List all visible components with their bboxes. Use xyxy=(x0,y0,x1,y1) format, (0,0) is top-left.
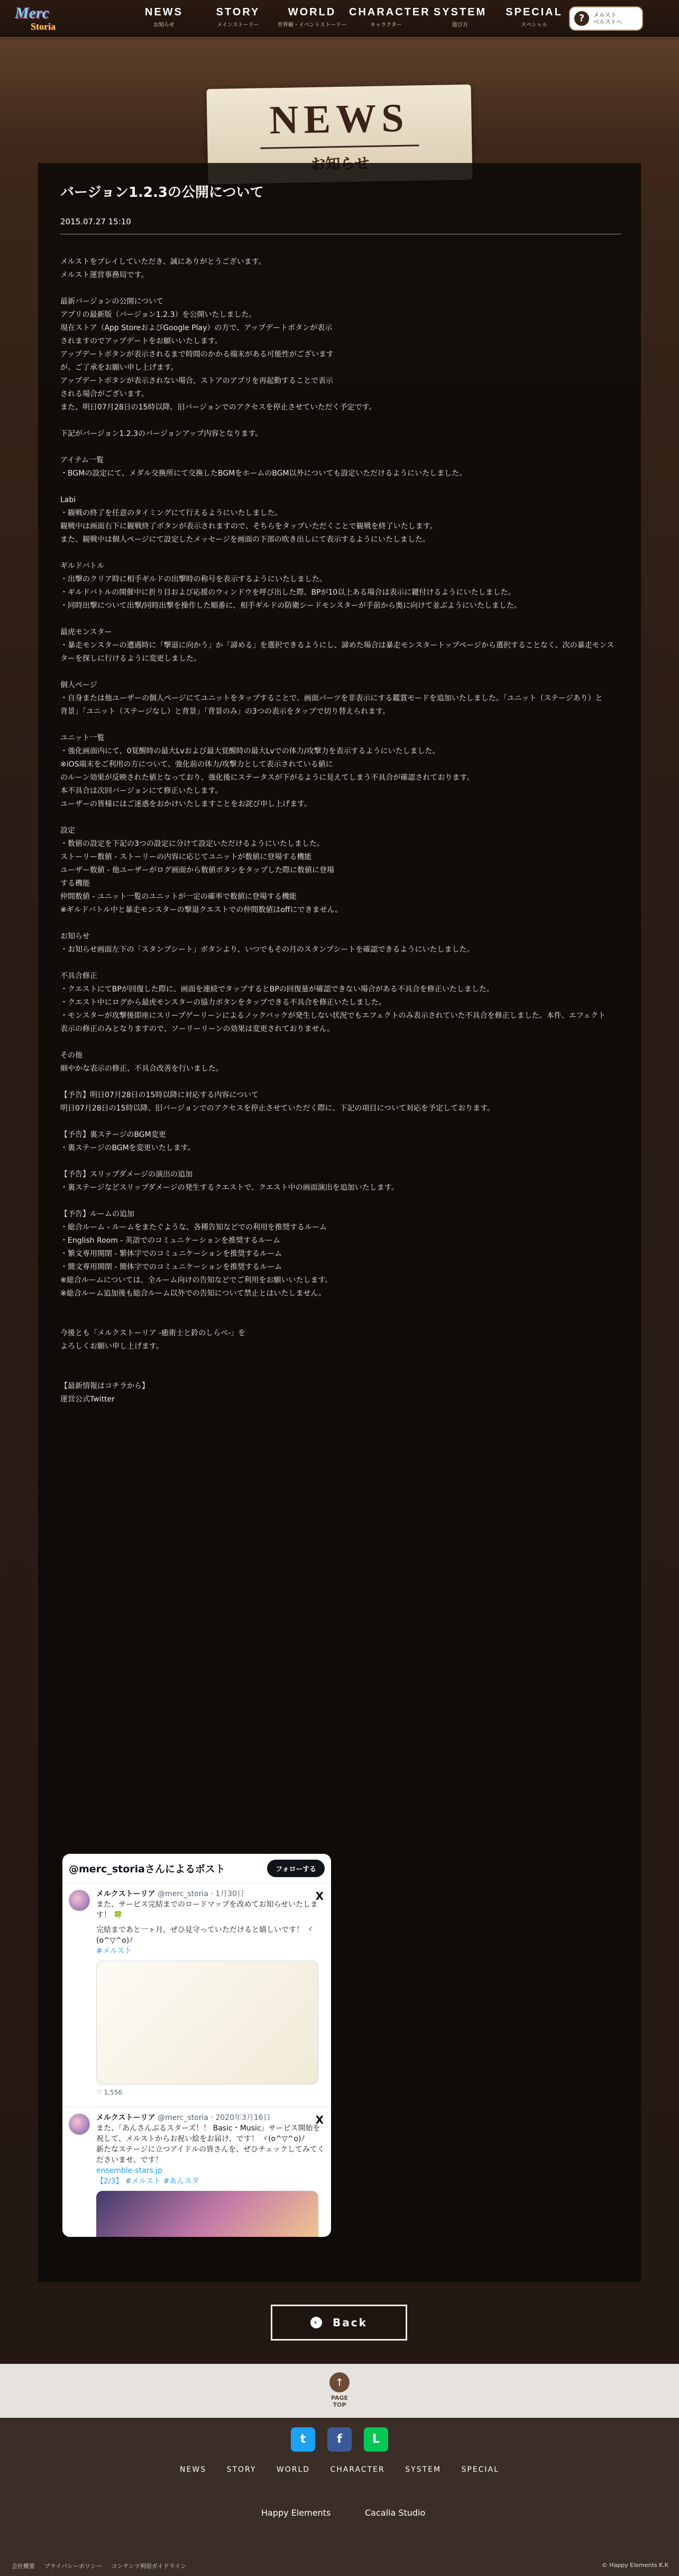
article-title: バージョン1.2.3の公開について xyxy=(60,185,264,201)
article-line xyxy=(60,666,621,679)
article-line: 仲間数値 - ユニット一覧のユニットが一定の確率で数値に登場する機能 xyxy=(60,893,297,901)
follow-button[interactable]: フォローする xyxy=(267,1860,325,1877)
nav-character[interactable] xyxy=(349,6,430,28)
article-line: ・お知らせ画面左下の「スタンプシート」ボタンより、いつでもその月のスタンプシートを確認できるようにいたしました。 xyxy=(60,945,474,954)
article-line: 背景」「ユニット（ステージなし）と背景」「背景のみ」の3つの表示をタップで切り替えられます。 xyxy=(60,707,390,716)
article-line xyxy=(60,282,621,295)
article-line: 細やかな表示の修正、不具合改善を行いました。 xyxy=(60,1064,223,1073)
article-line: また、観戦中は個人ページにて設定したメッセージを画面の下部の吹き出しにて表示するようにいたしました。 xyxy=(60,535,430,544)
nav-system-label: SYSTEM xyxy=(433,6,487,18)
article-line xyxy=(60,441,621,454)
article-line: 表示の修正のみとなりますので、ソーリーリーンの効果は変更されておりません。 xyxy=(60,1025,335,1033)
article-line: 運営公式Twitter xyxy=(60,1395,115,1404)
title-divider xyxy=(260,144,419,149)
article-line xyxy=(60,1115,621,1128)
footer-nav-world[interactable]: WORLD xyxy=(276,2465,310,2474)
article-line: アップデートボタンが表示されない場合、ストアのアプリを再起動することで表示 xyxy=(60,377,334,385)
nav-character-label: CHARACTER xyxy=(349,6,430,18)
article-line xyxy=(60,414,621,427)
site-footer xyxy=(0,2418,679,2576)
footer-nav-character[interactable]: CHARACTER xyxy=(330,2465,385,2474)
section-heading: 【予告】明日07月28日の15時以降に対応する内容について xyxy=(60,1091,259,1099)
article-line: 【最新情報はコチラから】 xyxy=(60,1382,149,1390)
article xyxy=(60,182,621,1406)
twitter-embed-header xyxy=(62,1854,331,1883)
nav-story-sub: メインストーリー xyxy=(217,22,259,28)
article-line xyxy=(60,718,621,732)
cacalia-studio-logo[interactable]: Cacalia Studio xyxy=(365,2508,426,2518)
avatar[interactable] xyxy=(69,1890,90,1911)
play-store-label: メルスト xyxy=(593,12,617,19)
article-line xyxy=(60,1076,621,1089)
tweet-handle[interactable]: @merc_storia · 2020年3月16日 xyxy=(158,2114,271,2122)
article-line xyxy=(60,1353,621,1367)
article-line: メルスト運営事務局です。 xyxy=(60,271,149,279)
article-line: ・クエストにてBPが回復した際に、画面を連続でタップするとBPの回復量が確認できない場合がある不具合を修正いたしました。 xyxy=(60,985,494,994)
article-line: ・観戦の終了を任意のタイミングにて行えるようにいたしました。 xyxy=(60,509,282,517)
tweet-link[interactable]: ensemble-stars.jp xyxy=(96,2167,163,2175)
article-line xyxy=(60,1155,621,1168)
article-date: 2015.07.27 15:10 xyxy=(60,217,131,226)
footer-nav-special[interactable]: SPECIAL xyxy=(461,2465,499,2474)
article-line: ターを探しに行けるように変更しました。 xyxy=(60,654,201,663)
article-line xyxy=(60,1195,621,1208)
article-panel xyxy=(38,163,641,2282)
section-heading: 不具合修正 xyxy=(60,972,97,980)
article-line: ・裏ステージのBGMを変更いたします。 xyxy=(60,1144,195,1152)
article-line: される場合がございます。 xyxy=(60,390,149,398)
article-line: ストーリー数値 - ストーリーの内容に応じてユニットが数値に登場する機能 xyxy=(60,853,312,861)
section-heading: お知らせ xyxy=(60,932,90,941)
article-line xyxy=(60,1036,621,1049)
article-line: ・English Room - 英語でのコミュニケーションを推奨するルーム xyxy=(60,1236,280,1245)
article-line xyxy=(60,480,621,494)
article-line xyxy=(60,917,621,930)
section-heading: ギルドバトル xyxy=(60,562,105,570)
article-line: のルーン効果が反映された値となっており、強化後にステータスが下がるように見えてしまう不具合が確認されております。 xyxy=(60,773,474,782)
play-store-sub: ベルストへ xyxy=(593,19,622,25)
article-line xyxy=(60,811,621,824)
article-line: 今後とも「メルクストーリア -癒術士と鈴のしらべ-」を xyxy=(60,1329,246,1337)
article-line: ・強化画面内にて、0覚醒時の最大Lvおよび最大覚醒時の最大Lvでの体力/攻撃力を表示するようにいたしました。 xyxy=(60,747,440,755)
footer-nav-system[interactable]: SYSTEM xyxy=(405,2465,442,2474)
section-heading: 最新バージョンの公開について xyxy=(60,297,164,306)
article-line: 観戦中は画面右下に観戦終了ボタンが表示されますので、そちらをタップいただくことで観戦を終了いたします。 xyxy=(60,522,437,531)
tweet-text: また、サービス完結までのロードマップを改めてお知らせいたします！ 🍀 xyxy=(96,1900,318,1919)
section-heading: 最虎モンスター xyxy=(60,628,112,636)
article-line: ※総合ルームについては、全ルーム向けの告知などでご利用をお願いいたします。 xyxy=(60,1276,333,1285)
article-line: 下記がバージョン1.2.3のバージョンアップ内容となります。 xyxy=(60,430,263,438)
article-line: ・自身または他ユーザーの個人ページにてユニットをタップすることで、画面パーツを非表示にする鑑賞モードを追加いたしました。「ユニット（ステージあり）と xyxy=(60,694,603,703)
tweet[interactable] xyxy=(62,2107,331,2237)
article-line xyxy=(60,547,621,560)
section-heading: 【予告】スリップダメージの演出の追加 xyxy=(60,1170,193,1179)
article-line xyxy=(60,1367,621,1380)
article-line: アップデートボタンが表示されるまで時間のかかる端末がある可能性がございます xyxy=(60,350,334,359)
x-logo-icon[interactable]: X xyxy=(315,2114,324,2126)
logo-line-2: Storia xyxy=(31,21,56,32)
article-line: ・裏ステージなどスリップダメージの発生するクエストで、クエスト中の画面演出を追加いたします。 xyxy=(60,1184,399,1192)
article-line: ・総合ルーム - ルームをまたぐような、各種告知などでの利用を推奨するルーム xyxy=(60,1223,327,1232)
article-line xyxy=(60,1314,621,1327)
nav-special[interactable] xyxy=(497,6,571,28)
site-header xyxy=(0,0,679,38)
nav-character-sub: キャラクター xyxy=(370,22,402,28)
nav-news-sub: お知らせ xyxy=(153,22,175,28)
twitter-embed[interactable] xyxy=(62,1854,331,2237)
hero-banner xyxy=(0,39,679,156)
tweet-hashtags[interactable]: 【2/3】 #メルスト #あんスタ xyxy=(96,2177,199,2186)
avatar[interactable] xyxy=(69,2114,90,2135)
arrow-up-icon: ↑ xyxy=(329,2372,350,2392)
back-button-label: Back xyxy=(333,2316,368,2329)
section-heading: ユニット一覧 xyxy=(60,734,105,742)
article-line: が、ご了承をお願い申し上げます。 xyxy=(60,363,178,372)
footer-nav-story[interactable]: STORY xyxy=(226,2465,256,2474)
tweet-image-ensemble[interactable] xyxy=(96,2191,318,2237)
line-icon[interactable]: L xyxy=(364,2427,388,2452)
tweet-author[interactable]: メルクストーリア xyxy=(96,2114,155,2122)
article-line: ・ギルドバトルの開催中に折り目および応援のウィンドウを呼び出した際、BPが10以上ある場合は表示に鍵付けるようにいたしました。 xyxy=(60,588,516,597)
article-line: ・暴走モンスターの遭遇時に「撃退に向かう」か「諦める」を選択できるようにし、諦めた場合は暴走モンスタートップページから選択することなく、次の暴走モンス xyxy=(60,641,614,650)
nav-news-label: NEWS xyxy=(145,6,183,18)
page-top-label: PAGE TOP xyxy=(331,2395,348,2408)
article-line: ・BGMの設定にて、メダル交換所にて交換したBGMをホームのBGM以外についても設定いただけるようにいたしました。 xyxy=(60,469,467,478)
footer-links xyxy=(12,2562,194,2570)
tweet-text-2: 新たなステージに立つアイドルの皆さんを、ぜひチェックしてみてくださいませ、です！ xyxy=(96,2145,325,2164)
page-top-button[interactable] xyxy=(324,2372,355,2408)
twitter-embed-title: @merc_storiaさんによるポスト xyxy=(69,1863,225,1875)
nav-news[interactable] xyxy=(127,6,201,28)
nav-system[interactable] xyxy=(423,6,497,28)
copyright: © Happy Elements K.K xyxy=(601,2562,668,2569)
article-line: されますのでアップデートをお願いいたします。 xyxy=(60,337,222,345)
page-title: NEWS xyxy=(269,95,410,143)
tweet-text: また、「あんさんぶるスターズ！！ Basic・Music」サービス開始を祝して、メルストからお祝い絵をお届け、です！ ヾ(o^▽^o)ﾉ xyxy=(96,2124,320,2143)
logo-line-1: Merc xyxy=(15,4,49,22)
nav-world-sub: 世界観・イベントストーリー xyxy=(278,22,346,28)
section-heading: 個人ページ xyxy=(60,681,97,689)
section-heading: 【予告】ルームの追加 xyxy=(60,1210,134,1218)
nav-story-label: STORY xyxy=(216,6,260,18)
nav-story[interactable] xyxy=(201,6,275,28)
tweet-author[interactable]: メルクストーリア xyxy=(96,1890,155,1898)
facebook-icon[interactable]: f xyxy=(327,2427,352,2452)
nav-world[interactable] xyxy=(275,6,349,28)
article-line: ・クエスト中にログから最虎モンスターの協力ボタンをタップできる不具合を修正いたしました。 xyxy=(60,998,386,1007)
footer-link-privacy[interactable]: プライバシーポリシー xyxy=(44,2563,102,2570)
site-logo[interactable] xyxy=(15,4,121,34)
tweet-like-count[interactable]: ♡ 1,556 xyxy=(96,2089,122,2096)
page-top-area xyxy=(0,2364,679,2418)
question-icon: ? xyxy=(574,11,589,26)
article-line: 明日07月28日の15時以降、旧バージョンでのアクセスを停止させていただく際に、下記の項目について対応を予定しております。 xyxy=(60,1104,495,1113)
footer-link-guidelines[interactable]: コンテンツ利用ガイドライン xyxy=(111,2563,187,2570)
section-heading: 設定 xyxy=(60,826,75,835)
article-line: ・簡文専用開閉 - 簡体字でのコミュニケーションを推奨するルーム xyxy=(60,1263,282,1271)
article-line: また、明日07月28日の15時以降、旧バージョンでのアクセスを停止させていただく予定です。 xyxy=(60,403,377,412)
article-line: ・出撃のクリア時に相手ギルドの出撃時の称号を表示するようにいたしました。 xyxy=(60,575,327,584)
footer-link-company[interactable]: 会社概要 xyxy=(12,2563,35,2570)
article-line: ・繁文専用開閉 - 繁体字でのコミュニケーションを推奨するルーム xyxy=(60,1250,282,1258)
section-heading: Labi xyxy=(60,496,76,504)
article-line: よろしくお願い申し上げます。 xyxy=(60,1342,163,1351)
article-line: ※ギルドバトル中と暴走モンスターの撃退クエストでの仲間数値はoffにできません。 xyxy=(60,906,343,914)
footer-nav xyxy=(0,2465,679,2474)
section-heading: 【予告】裏ステージのBGM変更 xyxy=(60,1131,166,1139)
article-line: ※総合ルーム追加後も総合ルーム以外での告知について禁止とはいたしません。 xyxy=(60,1289,326,1298)
article-line: ※iOS端末をご利用の方について、強化前の体力/攻撃力として表示されている値に xyxy=(60,760,333,769)
article-line xyxy=(60,1300,621,1314)
nav-system-sub: 遊び方 xyxy=(452,22,468,28)
section-heading: アイテム一覧 xyxy=(60,456,104,465)
nav-world-label: WORLD xyxy=(288,6,336,18)
tweet-handle[interactable]: @merc_storia · 1月30日 xyxy=(158,1890,245,1898)
article-line: アプリの最新版（バージョン1.2.3）を公開いたしました。 xyxy=(60,311,256,319)
nav-special-label: SPECIAL xyxy=(506,6,563,18)
tweet-text-2: 完結まであと一ヶ月、ぜひ見守っていただけると嬉しいです！ ヾ(o^▽^o)ﾉ xyxy=(96,1926,314,1945)
article-line: する機能 xyxy=(60,879,90,888)
tweet[interactable] xyxy=(62,1883,331,2101)
play-store-button[interactable] xyxy=(569,6,643,31)
nav-special-sub: スペシャル xyxy=(521,22,547,28)
article-line: 本不具合は次回バージョンにて修正いたします。 xyxy=(60,787,223,795)
tweet-image-roadmap[interactable] xyxy=(96,1961,318,2085)
article-line: メルストをプレイしていただき、誠にありがとうございます。 xyxy=(60,258,266,266)
global-nav xyxy=(127,6,571,28)
happy-elements-logo[interactable]: Happy Elements xyxy=(261,2508,331,2518)
back-button[interactable] xyxy=(271,2305,407,2341)
article-line: 現在ストア（App StoreおよびGoogle Play）の方で、アップデートボタンが表示 xyxy=(60,324,333,332)
article-line xyxy=(60,957,621,970)
chevron-left-icon: ‹ xyxy=(310,2317,322,2328)
article-line: ・同時出撃について出撃/同時出撃を操作した順番に、相手ギルドの防衛シードモンスターが手前から奥に向けて並ぶようにいたしました。 xyxy=(60,602,521,610)
article-line xyxy=(60,613,621,626)
tweet-hashtag[interactable]: #メルスト xyxy=(96,1947,132,1955)
article-body xyxy=(60,256,621,1406)
article-line: ユーザーの皆様にはご迷惑をおかけいたしますことをお詫び申し上げます。 xyxy=(60,800,311,808)
article-line: ・モンスターが攻撃後即座にスリープゲーリーンによるノックバックが発生しない状況でもエフェクトのみ表示されていた不具合を修正しました。本件、エフェクト xyxy=(60,1012,605,1020)
article-line: ・数値の設定を下記の3つの設定に分けて設定いただけるようにいたしました。 xyxy=(60,840,324,848)
x-logo-icon[interactable]: X xyxy=(315,1890,324,1903)
footer-nav-news[interactable]: NEWS xyxy=(180,2465,207,2474)
twitter-icon[interactable]: t xyxy=(291,2427,315,2452)
article-line: ユーザー数値 - 他ユーザーがログ画面から数値ボタンをタップした際に数値に登場 xyxy=(60,866,334,875)
section-heading: その他 xyxy=(60,1051,82,1060)
